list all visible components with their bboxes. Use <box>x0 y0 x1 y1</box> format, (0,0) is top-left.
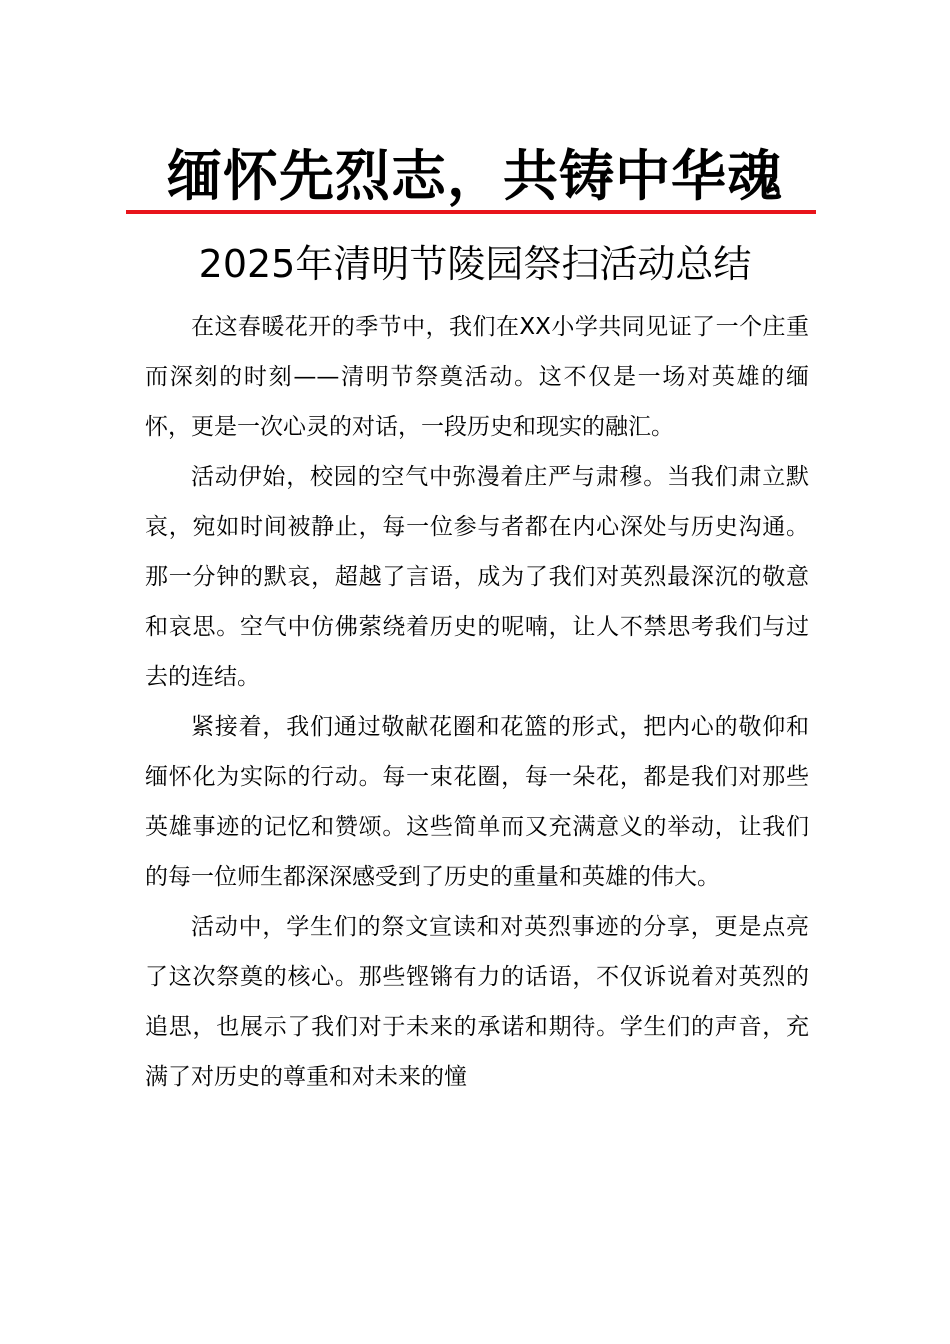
paragraph: 活动伊始，校园的空气中弥漫着庄严与肃穆。当我们肃立默哀，宛如时间被静止，每一位参与者都在内心深处与历史沟通。那一分钟的默哀，超越了言语，成为了我们对英烈最深沉的敬意和哀思。空气中仿佛萦绕着历史的呢喃，让人不禁思考我们与过去的连结。 <box>145 464 809 690</box>
title-underline <box>126 210 816 214</box>
paragraph: 活动中，学生们的祭文宣读和对英烈事迹的分享，更是点亮了这次祭奠的核心。那些铿锵有力的话语，不仅诉说着对英烈的追思，也展示了我们对于未来的承诺和期待。学生们的声音，充满了对历史的尊重和对未来的憧 <box>145 914 809 1090</box>
paragraph: 在这春暖花开的季节中，我们在XX小学共同见证了一个庄重而深刻的时刻——清明节祭奠活动。这不仅是一场对英雄的缅怀，更是一次心灵的对话，一段历史和现实的融汇。 <box>145 314 809 440</box>
body-text <box>145 302 809 1102</box>
main-title: 缅怀先烈志，共铸中华魂 <box>166 144 783 208</box>
subtitle: 2025年清明节陵园祭扫活动总结 <box>198 242 752 286</box>
paragraph: 紧接着，我们通过敬献花圈和花篮的形式，把内心的敬仰和缅怀化为实际的行动。每一束花圈，每一朵花，都是我们对那些英雄事迹的记忆和赞颂。这些简单而又充满意义的举动，让我们的每一位师生都深深感受到了历史的重量和英雄的伟大。 <box>145 714 809 890</box>
